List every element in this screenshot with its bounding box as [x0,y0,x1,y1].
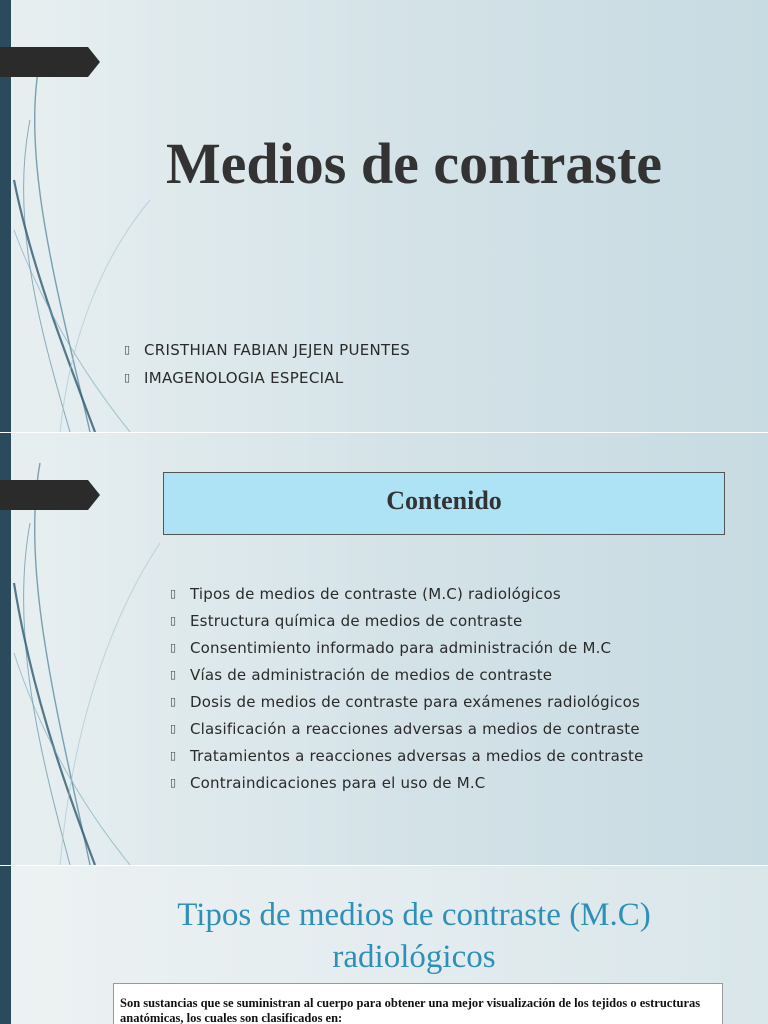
list-item [170,585,730,603]
course-name: IMAGENOLOGIA ESPECIAL [144,369,344,387]
contents-list [170,585,730,801]
bullet-icon: ▯ [170,641,177,654]
bullet-icon: ▯ [170,587,177,600]
slide-title-line: radiológicos [332,939,496,975]
bullet-icon: ▯ [124,371,131,384]
bullet-icon: ▯ [170,722,177,735]
bullet-icon: ▯ [170,614,177,627]
types-slide [0,866,768,1024]
bullet-icon: ▯ [170,776,177,789]
slide-title-line: Tipos de medios de contraste (M.C) [177,897,651,933]
list-item-text: Dosis de medios de contraste para exámenes radiológicos [190,693,641,711]
list-item-text: Clasificación a reacciones adversas a medios de contraste [190,720,640,738]
author-name: CRISTHIAN FABIAN JEJEN PUENTES [144,341,411,359]
list-item [124,336,410,364]
slide-title: Medios de contraste [165,131,663,196]
list-item-text: Tipos de medios de contraste (M.C) radiológicos [190,585,561,603]
title-slide [0,0,768,432]
definition-text: Son sustancias que se suministran al cuerpo para obtener una mejor visualización de los tejidos o estructuras anatómicas, los cuales son clasificados en: [120,996,701,1024]
bullet-icon: ▯ [170,668,177,681]
list-item-text: Vías de administración de medios de contraste [190,666,553,684]
arrow-tab [0,47,100,77]
list-item [170,747,660,765]
arrow-tab [0,480,100,510]
bullet-icon: ▯ [124,343,131,356]
definition-box [113,983,723,1024]
list-item-text: Tratamientos a reacciones adversas a medios de contraste [190,747,644,765]
list-item-text: Consentimiento informado para administración de M.C [190,639,612,657]
list-item [170,774,730,792]
list-item [170,693,730,711]
bullet-icon: ▯ [170,749,177,762]
list-item [170,666,730,684]
list-item [170,720,730,738]
contents-heading-box [163,472,725,535]
contents-heading: Contenido [386,485,502,515]
author-list [124,336,410,392]
bullet-icon: ▯ [170,695,177,708]
left-sidebar-bar [0,866,11,1024]
list-item-text: Estructura química de medios de contraste [190,612,523,630]
slide-title [60,894,768,978]
list-item-text: Contraindicaciones para el uso de M.C [190,774,486,792]
list-item [124,364,410,392]
list-item [170,639,730,657]
list-item [170,612,730,630]
contents-slide [0,433,768,865]
